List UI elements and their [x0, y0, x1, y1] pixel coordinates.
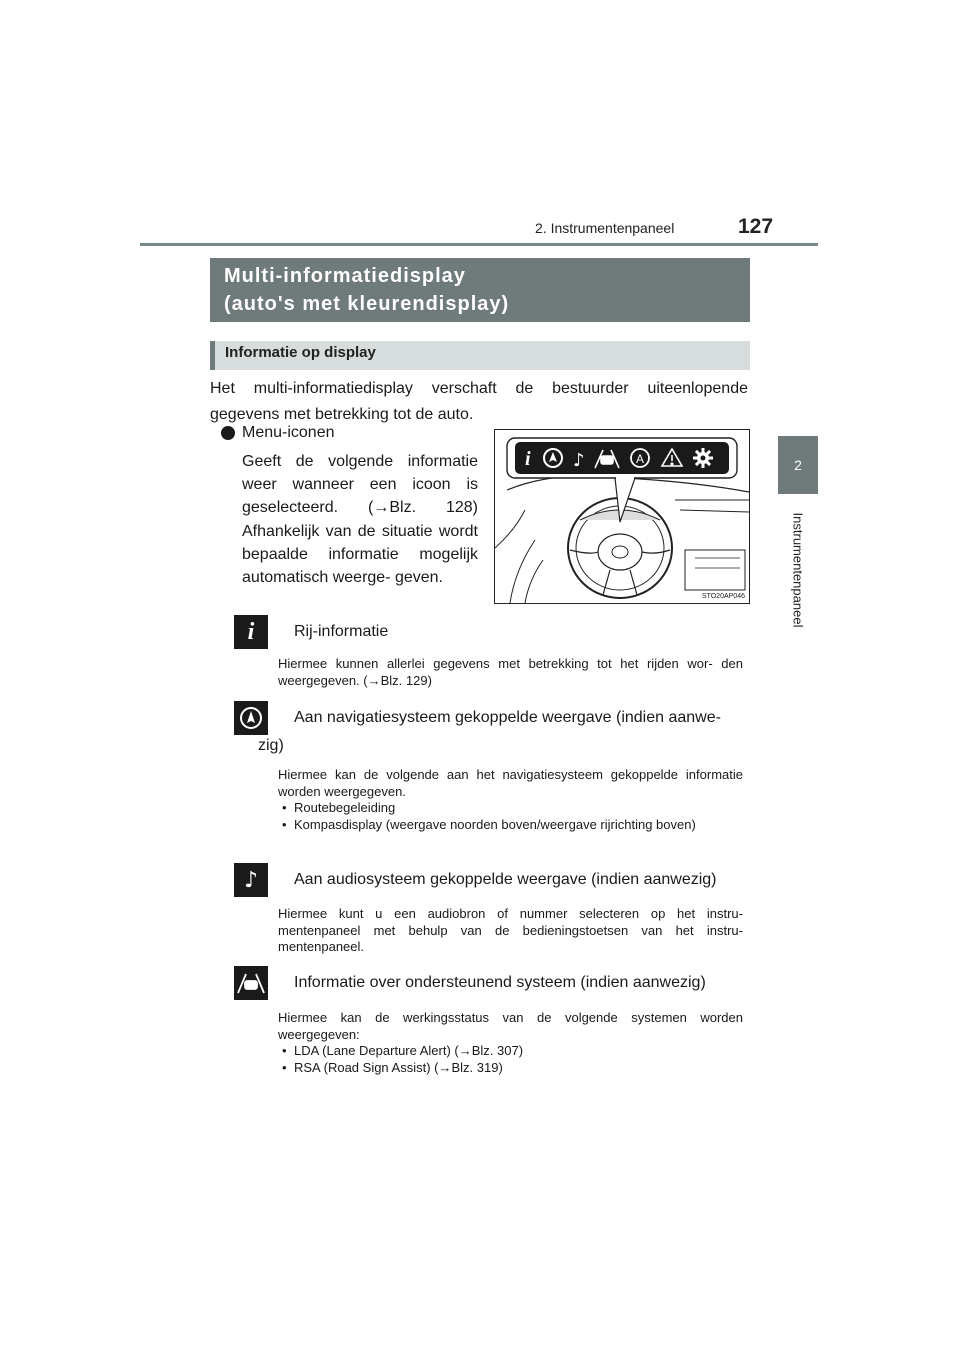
- dashboard-drawing: [495, 430, 749, 603]
- item-desc-ondersteunend-text: Hiermee kan de werkingsstatus van de volgende systemen worden weergegeven:: [278, 1010, 743, 1042]
- navigation-icon: [234, 701, 268, 735]
- dashboard-illustration: [494, 429, 750, 604]
- section-title-line2: (auto's met kleurendisplay): [224, 293, 510, 315]
- item-desc-navigatie: [278, 767, 743, 833]
- chapter-label-text: Instrumentenpaneel: [790, 512, 806, 628]
- list-item: • Kompasdisplay (weergave noorden boven/weergave rijrichting boven): [278, 817, 743, 834]
- page-number: 127: [738, 215, 774, 238]
- item-title-rij-informatie: Rij-informatie: [294, 623, 389, 640]
- item-desc-navigatie-text: Hiermee kan de volgende aan het navigatiesysteem gekoppelde informatie worden weergegeven.: [278, 767, 743, 799]
- list-item: • Routebegeleiding: [278, 800, 743, 817]
- svg-text:A: A: [636, 452, 645, 466]
- info-icon: i: [234, 615, 268, 649]
- subsection-title: Informatie op display: [210, 341, 750, 370]
- header-rule: [140, 243, 818, 246]
- illustration-code: STO20AP046: [701, 593, 745, 600]
- svg-text:i: i: [525, 448, 531, 470]
- menu-icons-title: Menu-iconen: [242, 424, 335, 441]
- list-item: • LDA (Lane Departure Alert) (→Blz. 307): [278, 1043, 743, 1060]
- section-title-line1: Multi-informatiedisplay: [224, 265, 466, 287]
- item-title-navigatie-line2: zig): [258, 737, 284, 754]
- item-title-navigatie-line1: Aan navigatiesysteem gekoppelde weergave (indien aanwe-: [294, 709, 721, 726]
- item-desc-ondersteunend: [278, 1010, 743, 1076]
- chapter-tab: 2: [778, 436, 818, 494]
- running-header-section: 2. Instrumentenpaneel: [535, 220, 675, 236]
- section-title: [210, 258, 750, 322]
- chapter-label: [776, 505, 820, 635]
- svg-text:♪: ♪: [573, 450, 585, 471]
- item-desc-audio: Hiermee kunt u een audiobron of nummer selecteren op het instru- mentenpaneel met behulp van de bedieningstoetsen van het instru- mentenpaneel.: [278, 906, 743, 954]
- music-note-icon: ♪: [234, 863, 268, 897]
- menu-icons-body: Geeft de volgende informatie weer wanneer een icoon is geselecteerd. (→Blz. 128) Afhankelijk van de situatie wordt bepaalde informatie mogelijk automatisch weerge- geven.: [242, 453, 478, 587]
- item-desc-rij-informatie: Hiermee kunnen allerlei gegevens met betrekking tot het rijden wor- den weergegeven. (→Blz. 129): [278, 656, 743, 688]
- intro-paragraph: Het multi-informatiedisplay verschaft de bestuurder uiteenlopende gegevens met betrekking tot de auto.: [210, 380, 748, 423]
- bullet-dot: [221, 426, 235, 440]
- list-item: • RSA (Road Sign Assist) (→Blz. 319): [278, 1060, 743, 1077]
- item-title-audio: Aan audiosysteem gekoppelde weergave (indien aanwezig): [294, 871, 717, 888]
- item-title-ondersteunend: Informatie over ondersteunend systeem (indien aanwezig): [294, 974, 706, 991]
- driving-support-icon: [234, 966, 268, 1000]
